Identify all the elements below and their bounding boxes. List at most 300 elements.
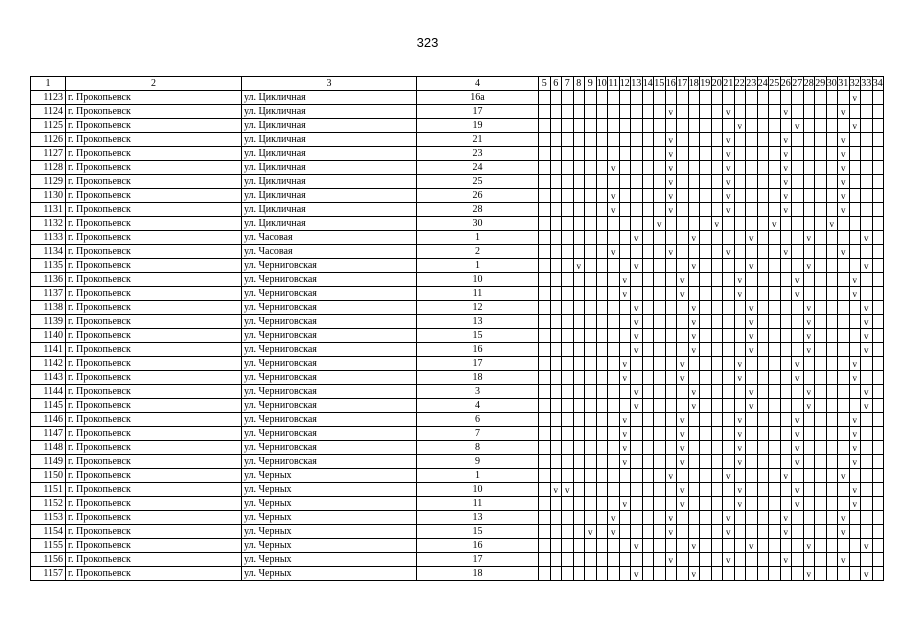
street-cell: ул. Цикличная: [242, 147, 417, 161]
empty-cell: [642, 399, 654, 413]
empty-cell: [596, 371, 608, 385]
check-mark-cell: v: [746, 385, 758, 399]
empty-cell: [654, 301, 666, 315]
empty-cell: [861, 147, 873, 161]
city-cell: г. Прокопьевск: [66, 441, 242, 455]
empty-cell: [585, 119, 597, 133]
empty-cell: [665, 567, 677, 581]
empty-cell: [746, 119, 758, 133]
empty-cell: [608, 315, 620, 329]
table-row: [31, 539, 884, 553]
empty-cell: [700, 147, 712, 161]
empty-cell: [826, 371, 838, 385]
empty-cell: [642, 119, 654, 133]
house-number-cell: 10: [417, 483, 539, 497]
empty-cell: [608, 287, 620, 301]
check-mark-cell: v: [665, 175, 677, 189]
empty-cell: [573, 91, 585, 105]
empty-cell: [539, 105, 551, 119]
empty-cell: [711, 399, 723, 413]
empty-cell: [769, 371, 781, 385]
empty-cell: [550, 273, 562, 287]
empty-cell: [573, 119, 585, 133]
empty-cell: [562, 399, 574, 413]
check-mark-cell: v: [746, 343, 758, 357]
empty-cell: [654, 133, 666, 147]
empty-cell: [677, 329, 689, 343]
empty-cell: [872, 329, 884, 343]
empty-cell: [723, 357, 735, 371]
empty-cell: [619, 315, 631, 329]
empty-cell: [654, 483, 666, 497]
empty-cell: [723, 371, 735, 385]
empty-cell: [746, 413, 758, 427]
check-mark-cell: v: [792, 119, 804, 133]
column-header-31: 31: [838, 77, 849, 89]
empty-cell: [654, 371, 666, 385]
empty-cell: [642, 343, 654, 357]
empty-cell: [700, 119, 712, 133]
empty-cell: [838, 371, 850, 385]
check-mark-cell: v: [631, 231, 643, 245]
empty-cell: [849, 203, 861, 217]
city-cell: г. Прокопьевск: [66, 343, 242, 357]
empty-cell: [665, 91, 677, 105]
empty-cell: [619, 175, 631, 189]
empty-cell: [723, 441, 735, 455]
empty-cell: [665, 343, 677, 357]
empty-cell: [838, 343, 850, 357]
empty-cell: [688, 147, 700, 161]
empty-cell: [665, 231, 677, 245]
column-header-4: 4: [417, 77, 539, 91]
empty-cell: [757, 371, 769, 385]
check-mark-cell: v: [688, 385, 700, 399]
empty-cell: [550, 343, 562, 357]
empty-cell: [780, 329, 792, 343]
empty-cell: [585, 301, 597, 315]
empty-cell: [539, 287, 551, 301]
empty-cell: [619, 553, 631, 567]
check-mark-cell: v: [803, 231, 815, 245]
empty-cell: [665, 399, 677, 413]
check-mark-cell: v: [838, 105, 850, 119]
empty-cell: [711, 497, 723, 511]
empty-cell: [608, 91, 620, 105]
check-mark-cell: v: [688, 539, 700, 553]
empty-cell: [815, 119, 827, 133]
city-cell: г. Прокопьевск: [66, 329, 242, 343]
empty-cell: [757, 455, 769, 469]
empty-cell: [631, 91, 643, 105]
check-mark-cell: v: [631, 539, 643, 553]
empty-cell: [792, 399, 804, 413]
empty-cell: [815, 497, 827, 511]
empty-cell: [826, 567, 838, 581]
empty-cell: [677, 539, 689, 553]
check-mark-cell: v: [792, 441, 804, 455]
empty-cell: [803, 525, 815, 539]
empty-cell: [803, 287, 815, 301]
check-mark-cell: v: [792, 413, 804, 427]
empty-cell: [573, 497, 585, 511]
empty-cell: [596, 301, 608, 315]
empty-cell: [654, 441, 666, 455]
empty-cell: [803, 511, 815, 525]
empty-cell: [562, 133, 574, 147]
check-mark-cell: v: [734, 357, 746, 371]
empty-cell: [642, 161, 654, 175]
empty-cell: [734, 343, 746, 357]
check-mark-cell: v: [849, 497, 861, 511]
empty-cell: [654, 469, 666, 483]
row-number-cell: 1142: [31, 357, 66, 371]
empty-cell: [619, 91, 631, 105]
empty-cell: [723, 567, 735, 581]
empty-cell: [757, 399, 769, 413]
check-mark-cell: v: [861, 329, 873, 343]
empty-cell: [700, 553, 712, 567]
empty-cell: [631, 497, 643, 511]
empty-cell: [619, 203, 631, 217]
empty-cell: [688, 497, 700, 511]
empty-cell: [654, 343, 666, 357]
check-mark-cell: v: [861, 343, 873, 357]
empty-cell: [769, 567, 781, 581]
empty-cell: [550, 441, 562, 455]
empty-cell: [757, 539, 769, 553]
empty-cell: [711, 315, 723, 329]
empty-cell: [711, 119, 723, 133]
empty-cell: [792, 231, 804, 245]
empty-cell: [849, 175, 861, 189]
check-mark-cell: v: [838, 245, 850, 259]
empty-cell: [826, 427, 838, 441]
empty-cell: [711, 203, 723, 217]
check-mark-cell: v: [803, 329, 815, 343]
check-mark-cell: v: [734, 119, 746, 133]
street-cell: ул. Черниговская: [242, 273, 417, 287]
empty-cell: [700, 175, 712, 189]
empty-cell: [780, 91, 792, 105]
empty-cell: [872, 441, 884, 455]
empty-cell: [654, 175, 666, 189]
check-mark-cell: v: [665, 147, 677, 161]
column-header-22: 22: [734, 77, 745, 89]
empty-cell: [780, 497, 792, 511]
check-mark-cell: v: [849, 455, 861, 469]
empty-cell: [700, 231, 712, 245]
street-cell: ул. Цикличная: [242, 105, 417, 119]
empty-cell: [550, 147, 562, 161]
check-mark-cell: v: [619, 455, 631, 469]
empty-cell: [654, 567, 666, 581]
empty-cell: [803, 483, 815, 497]
empty-cell: [688, 427, 700, 441]
empty-cell: [642, 287, 654, 301]
empty-cell: [803, 245, 815, 259]
empty-cell: [700, 343, 712, 357]
empty-cell: [573, 231, 585, 245]
empty-cell: [872, 91, 884, 105]
empty-cell: [803, 553, 815, 567]
empty-cell: [780, 273, 792, 287]
column-header-30: 30: [826, 77, 837, 89]
check-mark-cell: v: [723, 147, 735, 161]
empty-cell: [596, 315, 608, 329]
empty-cell: [872, 287, 884, 301]
empty-cell: [872, 343, 884, 357]
empty-cell: [723, 273, 735, 287]
empty-cell: [872, 525, 884, 539]
empty-cell: [826, 147, 838, 161]
house-number-cell: 21: [417, 133, 539, 147]
empty-cell: [723, 413, 735, 427]
empty-cell: [815, 399, 827, 413]
city-cell: г. Прокопьевск: [66, 469, 242, 483]
empty-cell: [838, 119, 850, 133]
table-row: [31, 273, 884, 287]
empty-cell: [769, 329, 781, 343]
check-mark-cell: v: [631, 329, 643, 343]
house-number-cell: 13: [417, 315, 539, 329]
empty-cell: [734, 105, 746, 119]
check-mark-cell: v: [838, 511, 850, 525]
empty-cell: [631, 287, 643, 301]
check-mark-cell: v: [665, 245, 677, 259]
check-mark-cell: v: [608, 525, 620, 539]
empty-cell: [872, 231, 884, 245]
check-mark-cell: v: [849, 371, 861, 385]
empty-cell: [631, 525, 643, 539]
house-number-cell: 8: [417, 441, 539, 455]
empty-cell: [757, 413, 769, 427]
row-number-cell: 1136: [31, 273, 66, 287]
empty-cell: [573, 553, 585, 567]
table-row: [31, 105, 884, 119]
empty-cell: [585, 553, 597, 567]
empty-cell: [838, 455, 850, 469]
check-mark-cell: v: [803, 301, 815, 315]
check-mark-cell: v: [792, 287, 804, 301]
empty-cell: [654, 525, 666, 539]
empty-cell: [861, 441, 873, 455]
empty-cell: [700, 483, 712, 497]
empty-cell: [872, 469, 884, 483]
empty-cell: [757, 245, 769, 259]
empty-cell: [746, 105, 758, 119]
empty-cell: [539, 371, 551, 385]
empty-cell: [769, 203, 781, 217]
empty-cell: [596, 259, 608, 273]
header-row: [31, 77, 884, 91]
empty-cell: [596, 511, 608, 525]
empty-cell: [700, 203, 712, 217]
empty-cell: [757, 511, 769, 525]
check-mark-cell: v: [803, 343, 815, 357]
empty-cell: [677, 525, 689, 539]
street-cell: ул. Черных: [242, 567, 417, 581]
city-cell: г. Прокопьевск: [66, 231, 242, 245]
empty-cell: [550, 231, 562, 245]
check-mark-cell: v: [780, 161, 792, 175]
table-row: [31, 357, 884, 371]
check-mark-cell: v: [803, 399, 815, 413]
empty-cell: [539, 161, 551, 175]
empty-cell: [815, 469, 827, 483]
empty-cell: [596, 105, 608, 119]
table-row: [31, 455, 884, 469]
check-mark-cell: v: [734, 441, 746, 455]
empty-cell: [550, 175, 562, 189]
empty-cell: [826, 525, 838, 539]
empty-cell: [792, 301, 804, 315]
row-number-cell: 1123: [31, 91, 66, 105]
empty-cell: [872, 301, 884, 315]
empty-cell: [596, 245, 608, 259]
empty-cell: [803, 147, 815, 161]
empty-cell: [585, 343, 597, 357]
empty-cell: [596, 469, 608, 483]
empty-cell: [815, 441, 827, 455]
empty-cell: [849, 105, 861, 119]
table-row: [31, 413, 884, 427]
empty-cell: [585, 175, 597, 189]
empty-cell: [711, 525, 723, 539]
check-mark-cell: v: [861, 539, 873, 553]
empty-cell: [550, 511, 562, 525]
city-cell: г. Прокопьевск: [66, 147, 242, 161]
empty-cell: [826, 455, 838, 469]
check-mark-cell: v: [619, 441, 631, 455]
empty-cell: [849, 553, 861, 567]
empty-cell: [573, 133, 585, 147]
empty-cell: [654, 539, 666, 553]
empty-cell: [849, 329, 861, 343]
street-cell: ул. Цикличная: [242, 133, 417, 147]
empty-cell: [642, 315, 654, 329]
house-number-cell: 30: [417, 217, 539, 231]
empty-cell: [769, 287, 781, 301]
empty-cell: [803, 371, 815, 385]
empty-cell: [849, 469, 861, 483]
empty-cell: [803, 357, 815, 371]
empty-cell: [826, 385, 838, 399]
empty-cell: [642, 539, 654, 553]
empty-cell: [769, 427, 781, 441]
empty-cell: [815, 385, 827, 399]
empty-cell: [573, 189, 585, 203]
empty-cell: [642, 455, 654, 469]
empty-cell: [723, 483, 735, 497]
empty-cell: [654, 315, 666, 329]
empty-cell: [838, 441, 850, 455]
street-cell: ул. Черных: [242, 483, 417, 497]
check-mark-cell: v: [665, 553, 677, 567]
empty-cell: [700, 105, 712, 119]
empty-cell: [815, 133, 827, 147]
empty-cell: [677, 315, 689, 329]
empty-cell: [780, 217, 792, 231]
empty-cell: [596, 161, 608, 175]
empty-cell: [619, 567, 631, 581]
column-header-17: 17: [677, 77, 688, 89]
check-mark-cell: v: [619, 371, 631, 385]
empty-cell: [826, 469, 838, 483]
empty-cell: [746, 483, 758, 497]
city-cell: г. Прокопьевск: [66, 525, 242, 539]
empty-cell: [573, 245, 585, 259]
empty-cell: [757, 175, 769, 189]
empty-cell: [619, 189, 631, 203]
empty-cell: [677, 245, 689, 259]
empty-cell: [815, 175, 827, 189]
empty-cell: [539, 231, 551, 245]
house-number-cell: 16а: [417, 91, 539, 105]
empty-cell: [757, 189, 769, 203]
empty-cell: [562, 427, 574, 441]
empty-cell: [838, 273, 850, 287]
empty-cell: [585, 287, 597, 301]
empty-cell: [608, 147, 620, 161]
empty-cell: [573, 483, 585, 497]
check-mark-cell: v: [677, 413, 689, 427]
empty-cell: [769, 553, 781, 567]
check-mark-cell: v: [723, 161, 735, 175]
empty-cell: [734, 567, 746, 581]
street-cell: ул. Цикличная: [242, 161, 417, 175]
check-mark-cell: v: [688, 259, 700, 273]
empty-cell: [608, 119, 620, 133]
city-cell: г. Прокопьевск: [66, 133, 242, 147]
empty-cell: [711, 539, 723, 553]
empty-cell: [642, 567, 654, 581]
empty-cell: [608, 441, 620, 455]
empty-cell: [734, 231, 746, 245]
empty-cell: [585, 511, 597, 525]
table-row: [31, 245, 884, 259]
empty-cell: [734, 147, 746, 161]
empty-cell: [734, 399, 746, 413]
empty-cell: [872, 385, 884, 399]
empty-cell: [688, 175, 700, 189]
empty-cell: [665, 315, 677, 329]
table-row: [31, 511, 884, 525]
empty-cell: [757, 357, 769, 371]
empty-cell: [861, 371, 873, 385]
empty-cell: [723, 329, 735, 343]
house-number-cell: 6: [417, 413, 539, 427]
empty-cell: [596, 441, 608, 455]
city-cell: г. Прокопьевск: [66, 245, 242, 259]
empty-cell: [585, 217, 597, 231]
check-mark-cell: v: [838, 525, 850, 539]
check-mark-cell: v: [734, 273, 746, 287]
empty-cell: [803, 133, 815, 147]
empty-cell: [700, 413, 712, 427]
empty-cell: [608, 259, 620, 273]
empty-cell: [608, 105, 620, 119]
empty-cell: [826, 539, 838, 553]
empty-cell: [539, 119, 551, 133]
column-header-10: 10: [596, 77, 607, 89]
empty-cell: [826, 413, 838, 427]
empty-cell: [700, 497, 712, 511]
check-mark-cell: v: [723, 189, 735, 203]
empty-cell: [780, 357, 792, 371]
empty-cell: [849, 385, 861, 399]
empty-cell: [734, 175, 746, 189]
